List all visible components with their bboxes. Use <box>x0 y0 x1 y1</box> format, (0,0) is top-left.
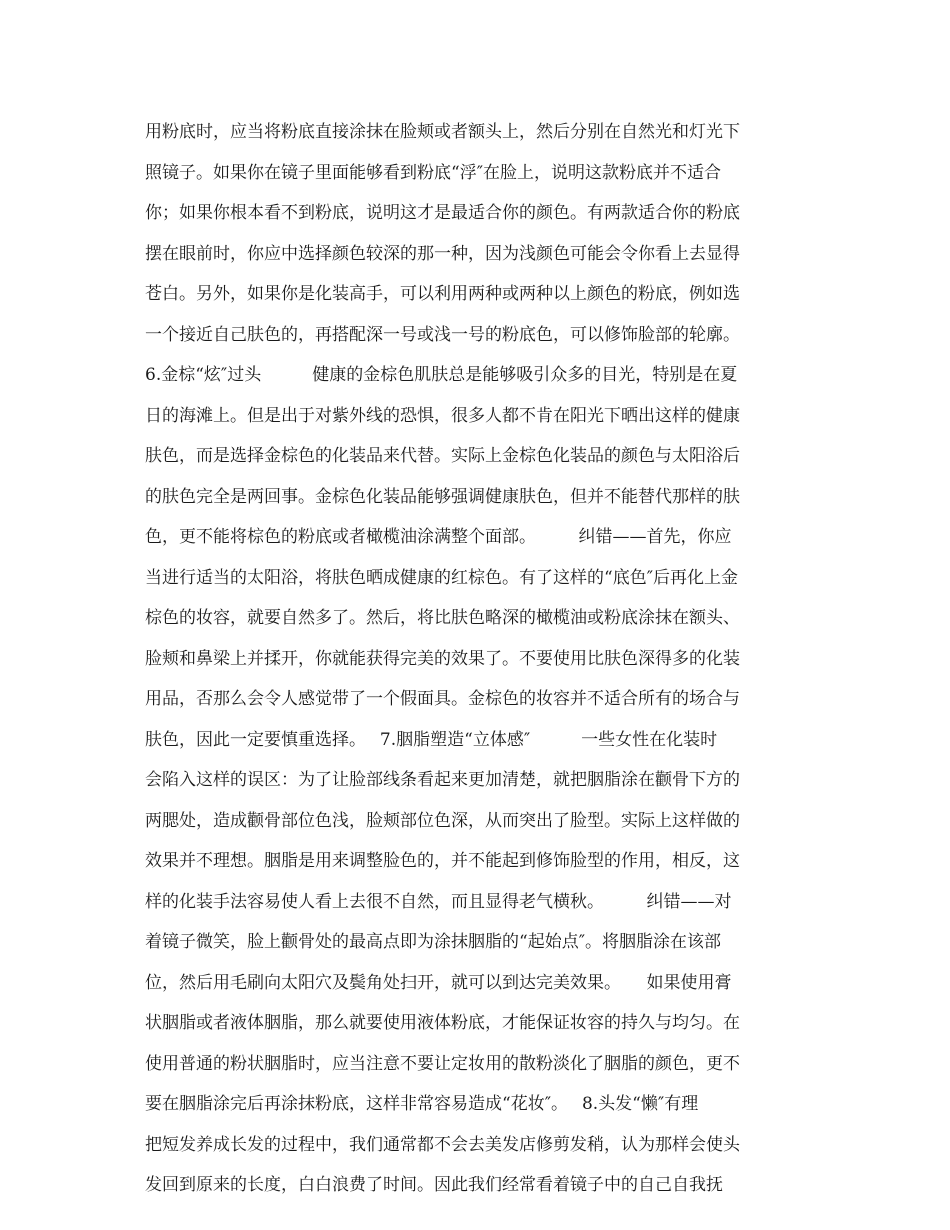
text-line: 色，更不能将棕色的粉底或者橄榄油涂满整个面部。 纠错——首先，你应 <box>145 527 732 547</box>
text-line: 照镜子。如果你在镜子里面能够看到粉底“浮″在脸上，说明这款粉底并不适合 <box>145 162 722 183</box>
text-line: 两腮处，造成颧骨部位色浅，脸颊部位色深，从而突出了脸型。实际上这样做的 <box>145 810 740 831</box>
text-line: 肤色，因此一定要慎重选择。 7.胭脂塑造“立体感″ 一些女性在化装时 <box>145 729 718 750</box>
text-line: 位，然后用毛刷向太阳穴及鬓角处扫开，就可以到达完美效果。 如果使用膏 <box>145 972 732 993</box>
text-line: 用品，否那么会令人感觉带了一个假面具。金棕色的妆容并不适合所有的场合与 <box>145 689 740 709</box>
text-line: 把短发养成长发的过程中，我们通常都不会去美发店修剪发稍，认为那样会使头 <box>145 1134 740 1155</box>
text-line: 状胭脂或者液体胭脂，那么就要使用液体粉底，才能保证妆容的持久与均匀。在 <box>145 1013 740 1033</box>
text-line: 要在胭脂涂完后再涂抹粉底，这样非常容易造成“花妆″。 8.头发“懒″有理 <box>145 1094 699 1114</box>
text-line: 你；如果你根本看不到粉底，说明这才是最适合你的颜色。有两款适合你的粉底 <box>145 203 740 223</box>
text-line: 摆在眼前时，你应中选择颜色较深的那一种，因为浅颜色可能会令你看上去显得 <box>145 243 740 264</box>
body-text <box>145 112 805 1206</box>
text-line: 会陷入这样的误区：为了让脸部线条看起来更加清楚，就把胭脂涂在颧骨下方的 <box>145 770 740 790</box>
text-line: 6.金棕“炫″过头 健康的金棕色肌肤总是能够吸引众多的目光，特别是在夏 <box>145 365 738 385</box>
text-line: 苍白。另外，如果你是化装高手，可以利用两种或两种以上颜色的粉底，例如选 <box>145 284 740 304</box>
text-line: 脸颊和鼻梁上并揉开，你就能获得完美的效果了。不要使用比肤色深得多的化装 <box>145 648 740 669</box>
text-line: 效果并不理想。胭脂是用来调整脸色的，并不能起到修饰脸型的作用，相反，这 <box>145 851 740 871</box>
text-line: 样的化装手法容易使人看上去很不自然，而且显得老气横秋。 纠错——对 <box>145 891 732 912</box>
text-line: 日的海滩上。但是出于对紫外线的恐惧，很多人都不肯在阳光下晒出这样的健康 <box>145 405 740 426</box>
text-line: 发回到原来的长度，白白浪费了时间。因此我们经常看着镜子中的自己自我抚 <box>145 1175 723 1195</box>
text-line: 的肤色完全是两回事。金棕色化装品能够强调健康肤色，但并不能替代那样的肤 <box>145 486 740 507</box>
text-line: 当进行适当的太阳浴，将肤色晒成健康的红棕色。有了这样的“底色″后再化上金 <box>145 567 739 588</box>
text-line: 一个接近自己肤色的，再搭配深一号或浅一号的粉底色，可以修饰脸部的轮廓。 <box>145 324 740 345</box>
text-line: 棕色的妆容，就要自然多了。然后，将比肤色略深的橄榄油或粉底涂抹在额头、 <box>145 608 740 628</box>
text-line: 着镜子微笑，脸上颧骨处的最高点即为涂抹胭脂的“起始点″。将胭脂涂在该部 <box>145 932 722 952</box>
text-line: 肤色，而是选择金棕色的化装品来代替。实际上金棕色化装品的颜色与太阳浴后 <box>145 446 740 466</box>
text-line: 使用普通的粉状胭脂时，应当注意不要让定妆用的散粉淡化了胭脂的颜色，更不 <box>145 1053 740 1074</box>
text-line: 用粉底时，应当将粉底直接涂抹在脸颊或者额头上，然后分别在自然光和灯光下 <box>145 122 740 142</box>
